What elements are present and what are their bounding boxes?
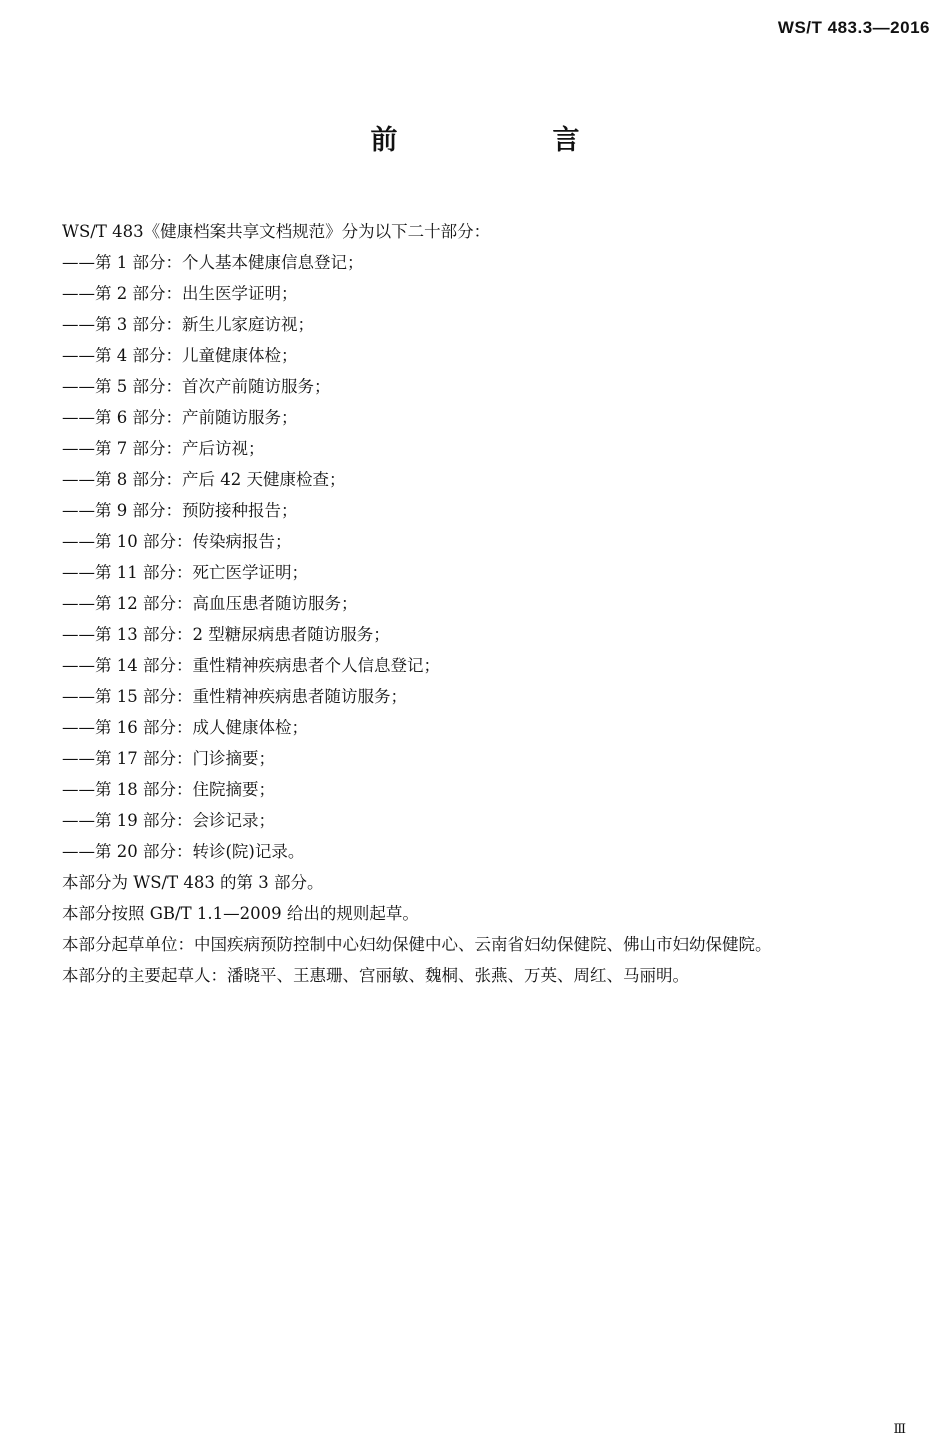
part-list-item: ——第 4 部分：儿童健康体检； <box>62 346 298 365</box>
page-title: 前 言 <box>370 125 644 156</box>
drafting-rules-statement: 本部分按照 GB/T 1.1—2009 给出的规则起草。 <box>62 904 419 923</box>
part-list-item: ——第 9 部分：预防接种报告； <box>62 501 298 520</box>
part-list-item: ——第 13 部分：2 型糖尿病患者随访服务； <box>62 625 390 644</box>
part-list-item: ——第 8 部分：产后 42 天健康检查； <box>62 470 346 489</box>
part-list-item: ——第 6 部分：产前随访服务； <box>62 408 298 427</box>
part-list-item: ——第 2 部分：出生医学证明； <box>62 284 298 303</box>
part-list-item: ——第 5 部分：首次产前随访服务； <box>62 377 331 396</box>
drafting-units-statement: 本部分起草单位：中国疾病预防控制中心妇幼保健中心、云南省妇幼保健院、佛山市妇幼保健院。 <box>62 935 772 954</box>
foreword-body <box>62 216 942 991</box>
page-number: Ⅲ <box>893 1422 906 1437</box>
part-list-item: ——第 1 部分：个人基本健康信息登记； <box>62 253 364 272</box>
part-list-item: ——第 3 部分：新生儿家庭访视； <box>62 315 314 334</box>
drafters-statement: 本部分的主要起草人：潘晓平、王惠珊、宫丽敏、魏桐、张燕、万英、周红、马丽明。 <box>62 966 689 985</box>
intro-paragraph: WS/T 483《健康档案共享文档规范》分为以下二十部分： <box>62 222 491 241</box>
part-list-item: ——第 18 部分：住院摘要； <box>62 780 275 799</box>
part-list-item: ——第 11 部分：死亡医学证明； <box>62 563 308 582</box>
part-list-item: ——第 17 部分：门诊摘要； <box>62 749 275 768</box>
part-list-item: ——第 15 部分：重性精神疾病患者随访服务； <box>62 687 407 706</box>
part-list-item: ——第 7 部分：产后访视； <box>62 439 265 458</box>
part-list-item: ——第 14 部分：重性精神疾病患者个人信息登记； <box>62 656 440 675</box>
part-list-item: ——第 12 部分：高血压患者随访服务； <box>62 594 358 613</box>
part-statement: 本部分为 WS/T 483 的第 3 部分。 <box>62 873 324 892</box>
part-list-item: ——第 10 部分：传染病报告； <box>62 532 292 551</box>
part-list-item: ——第 19 部分：会诊记录； <box>62 811 275 830</box>
standard-code: WS/T 483.3—2016 <box>777 18 930 37</box>
part-list-item: ——第 20 部分：转诊(院)记录。 <box>62 842 305 861</box>
part-list-item: ——第 16 部分：成人健康体检； <box>62 718 308 737</box>
